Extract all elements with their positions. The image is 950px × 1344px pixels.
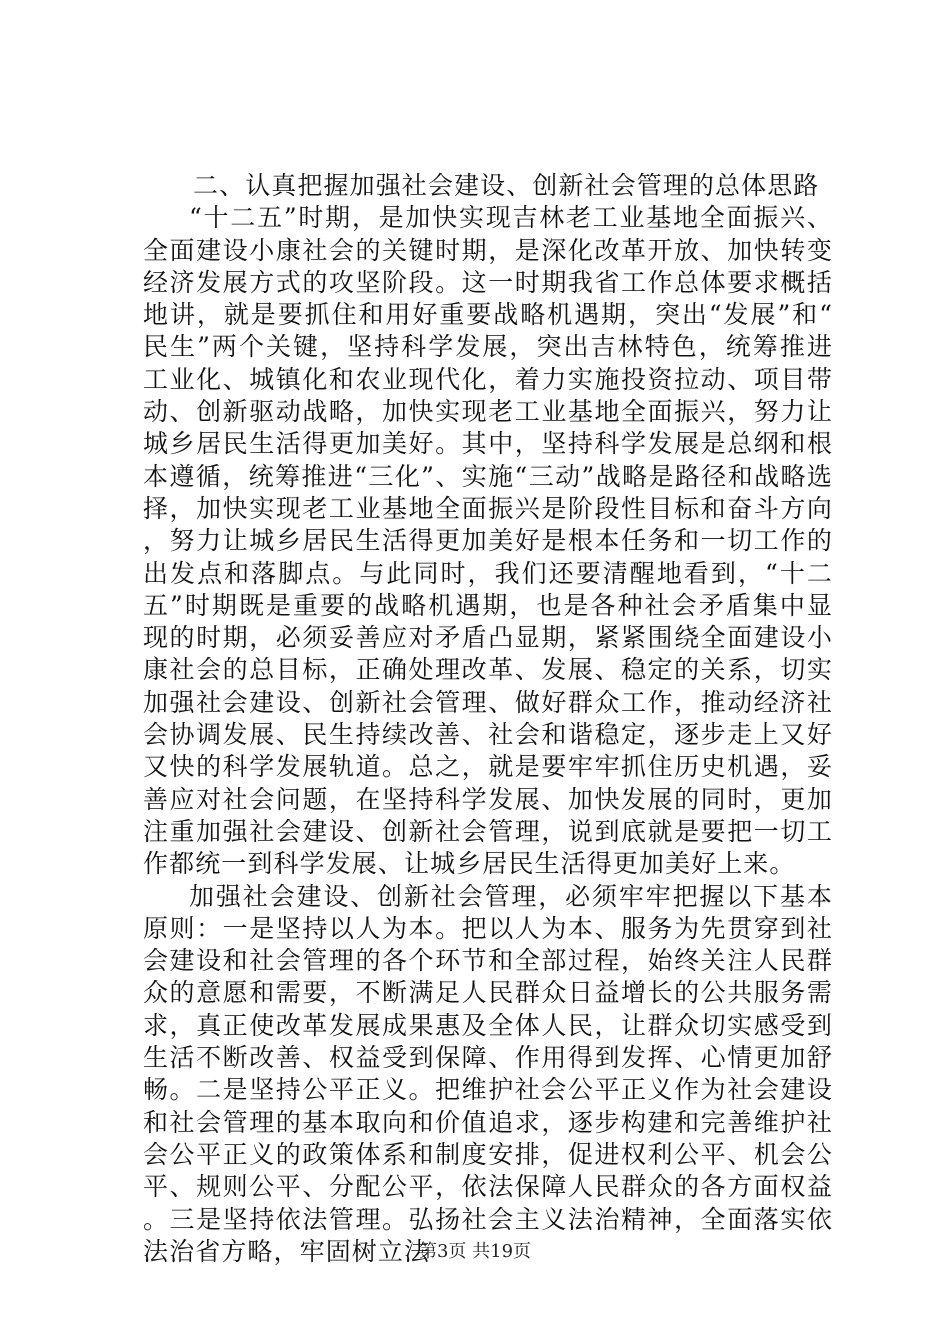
paragraph-2: 加强社会建设、创新社会管理，必须牢牢把握以下基本原则：一是坚持以人为本。把以人为本、服务为先贯穿到社会建设和社会管理的各个环节和全部过程，始终关注人民群众的意愿和需要，不断满足人民群众日益增长的公共服务需求，真正使改革发展成果惠及全体人民，让群众切实感受到生活不断改善、权益受到保障、作用得到发挥、心情更加舒畅。二是坚持公平正义。把维护社会公平正义作为社会建设和社会管理的基本取向和价值追求，逐步构建和完善维护社会公平正义的政策体系和制度安排，促进权利公平、机会公平、规则公平、分配公平，依法保障人民群众的各方面权益。三是坚持依法管理。弘扬社会主义法治精神，全面落实依法治省方略，牢固树立法 xyxy=(143,881,833,1266)
document-body xyxy=(143,170,833,1268)
page-footer: 第3页 共19页 xyxy=(418,1241,532,1262)
paragraph-1: “十二五”时期，是加快实现吉林老工业基地全面振兴、全面建设小康社会的关键时期，是深化改革开放、加快转变经济发展方式的攻坚阶段。这一时期我省工作总体要求概括地讲，就是要抓住和用好重要战略机遇期，突出“发展”和“民生”两个关键，坚持科学发展，突出吉林特色，统筹推进工业化、城镇化和农业现代化，着力实施投资拉动、项目带动、创新驱动战略，加快实现老工业基地全面振兴，努力让城乡居民生活得更加美好。其中，坚持科学发展是总纲和根本遵循，统筹推进“三化”、实施“三动”战略是路径和战略选择，加快实现老工业基地全面振兴是阶段性目标和奋斗方向，努力让城乡居民生活得更加美好是根本任务和一切工作的出发点和落脚点。与此同时，我们还要清醒地看到，“十二五”时期既是重要的战略机遇期，也是各种社会矛盾集中显现的时期，必须妥善应对矛盾凸显期，紧紧围绕全面建设小康社会的总目标，正确处理改革、发展、稳定的关系，切实加强社会建设、创新社会管理、做好群众工作，推动经济社会协调发展、民生持续改善、社会和谐稳定，逐步走上又好又快的科学发展轨道。总之，就是要牢牢抓住历史机遇，妥善应对社会问题，在坚持科学发展、加快发展的同时，更加注重加强社会建设、创新社会管理，说到底就是要把一切工作都统一到科学发展、让城乡居民生活得更加美好上来。 xyxy=(143,203,833,879)
section-heading: 二、认真把握加强社会建设、创新社会管理的总体思路 xyxy=(193,171,820,200)
